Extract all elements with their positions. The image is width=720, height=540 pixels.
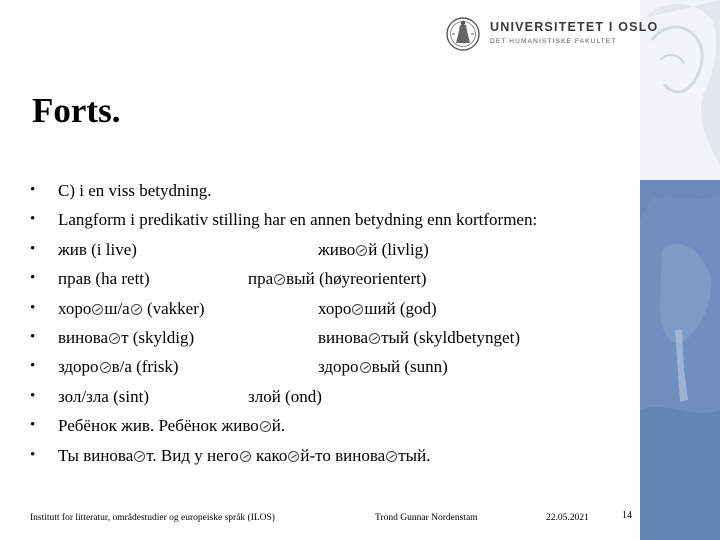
stress-mark-icon — [274, 274, 285, 285]
long-form: пра вый (høyreorientert) — [248, 269, 427, 289]
stress-mark-icon — [288, 451, 299, 462]
bullet-item — [30, 294, 640, 323]
bullet-item — [30, 205, 640, 234]
stress-mark-icon — [360, 362, 371, 373]
page-number: 14 — [622, 510, 632, 521]
long-form: злой (ond) — [248, 386, 322, 406]
bullet-item — [30, 352, 640, 381]
bullet-list — [30, 176, 640, 470]
short-form: хоро ш/а (vakker) — [58, 298, 205, 318]
short-form: зол/зла (sint) — [58, 386, 149, 406]
bullet-marker: • — [30, 417, 36, 434]
bullet-text: Ребёнок жив. Ребёнок живо й. — [58, 416, 286, 436]
stress-mark-icon — [369, 333, 380, 344]
stress-mark-icon — [352, 304, 363, 315]
short-form: здоро в/а (frisk) — [58, 357, 179, 377]
short-form: жив (i live) — [58, 239, 137, 259]
bullet-text: Ты винова т. Вид у него како й-то винова тый. — [58, 445, 431, 465]
bullet-item — [30, 264, 640, 293]
bullet-text: Langform i predikativ stilling har en annen betydning enn kortformen: — [58, 210, 538, 230]
university-seal-icon — [446, 15, 480, 53]
stress-mark-icon — [131, 304, 142, 315]
footer-date: 22.05.2021 — [546, 513, 589, 523]
faculty-name: DET HUMANISTISKE FAKULTET — [490, 38, 617, 45]
stress-mark-icon — [109, 333, 120, 344]
long-form: здоро вый (sunn) — [318, 357, 448, 377]
stress-mark-icon — [100, 362, 111, 373]
bullet-marker: • — [30, 182, 36, 198]
stress-mark-icon — [356, 245, 367, 256]
footer-author: Trond Gunnar Nordenstam — [375, 513, 478, 523]
stress-mark-icon — [240, 451, 251, 462]
stress-mark-icon — [134, 451, 145, 462]
bullet-item — [30, 411, 640, 440]
bullet-item — [30, 441, 640, 470]
bullet-marker: • — [30, 328, 36, 345]
bullet-marker: • — [30, 211, 36, 228]
bullet-marker: • — [30, 358, 36, 375]
university-logo — [446, 14, 659, 54]
stress-mark-icon — [386, 451, 397, 462]
long-form: винова тый (skyldbetynget) — [318, 327, 520, 347]
bullet-marker: • — [30, 270, 36, 287]
footer-institute: Institutt for litteratur, områdestudier og europeiske språk (ILOS) — [30, 513, 275, 523]
bullet-item — [30, 235, 640, 264]
slide-title: Forts. — [32, 91, 121, 130]
short-form: винова т (skyldig) — [58, 327, 195, 347]
long-form: хоро ший (god) — [318, 298, 437, 318]
bullet-item — [30, 176, 640, 205]
stress-mark-icon — [260, 421, 271, 432]
bullet-text: С) i en viss betydning. — [58, 181, 212, 200]
decorative-sculpture-band — [640, 0, 720, 540]
short-form: прав (ha rett) — [58, 269, 150, 289]
long-form: живо й (livlig) — [318, 239, 429, 259]
bullet-marker: • — [30, 240, 36, 257]
university-name: UNIVERSITETET I OSLO — [490, 20, 659, 34]
bullet-marker: • — [30, 299, 36, 316]
bullet-item — [30, 323, 640, 352]
bullet-marker: • — [30, 387, 36, 404]
bullet-item — [30, 382, 640, 411]
stress-mark-icon — [92, 304, 103, 315]
bullet-marker: • — [30, 446, 36, 463]
